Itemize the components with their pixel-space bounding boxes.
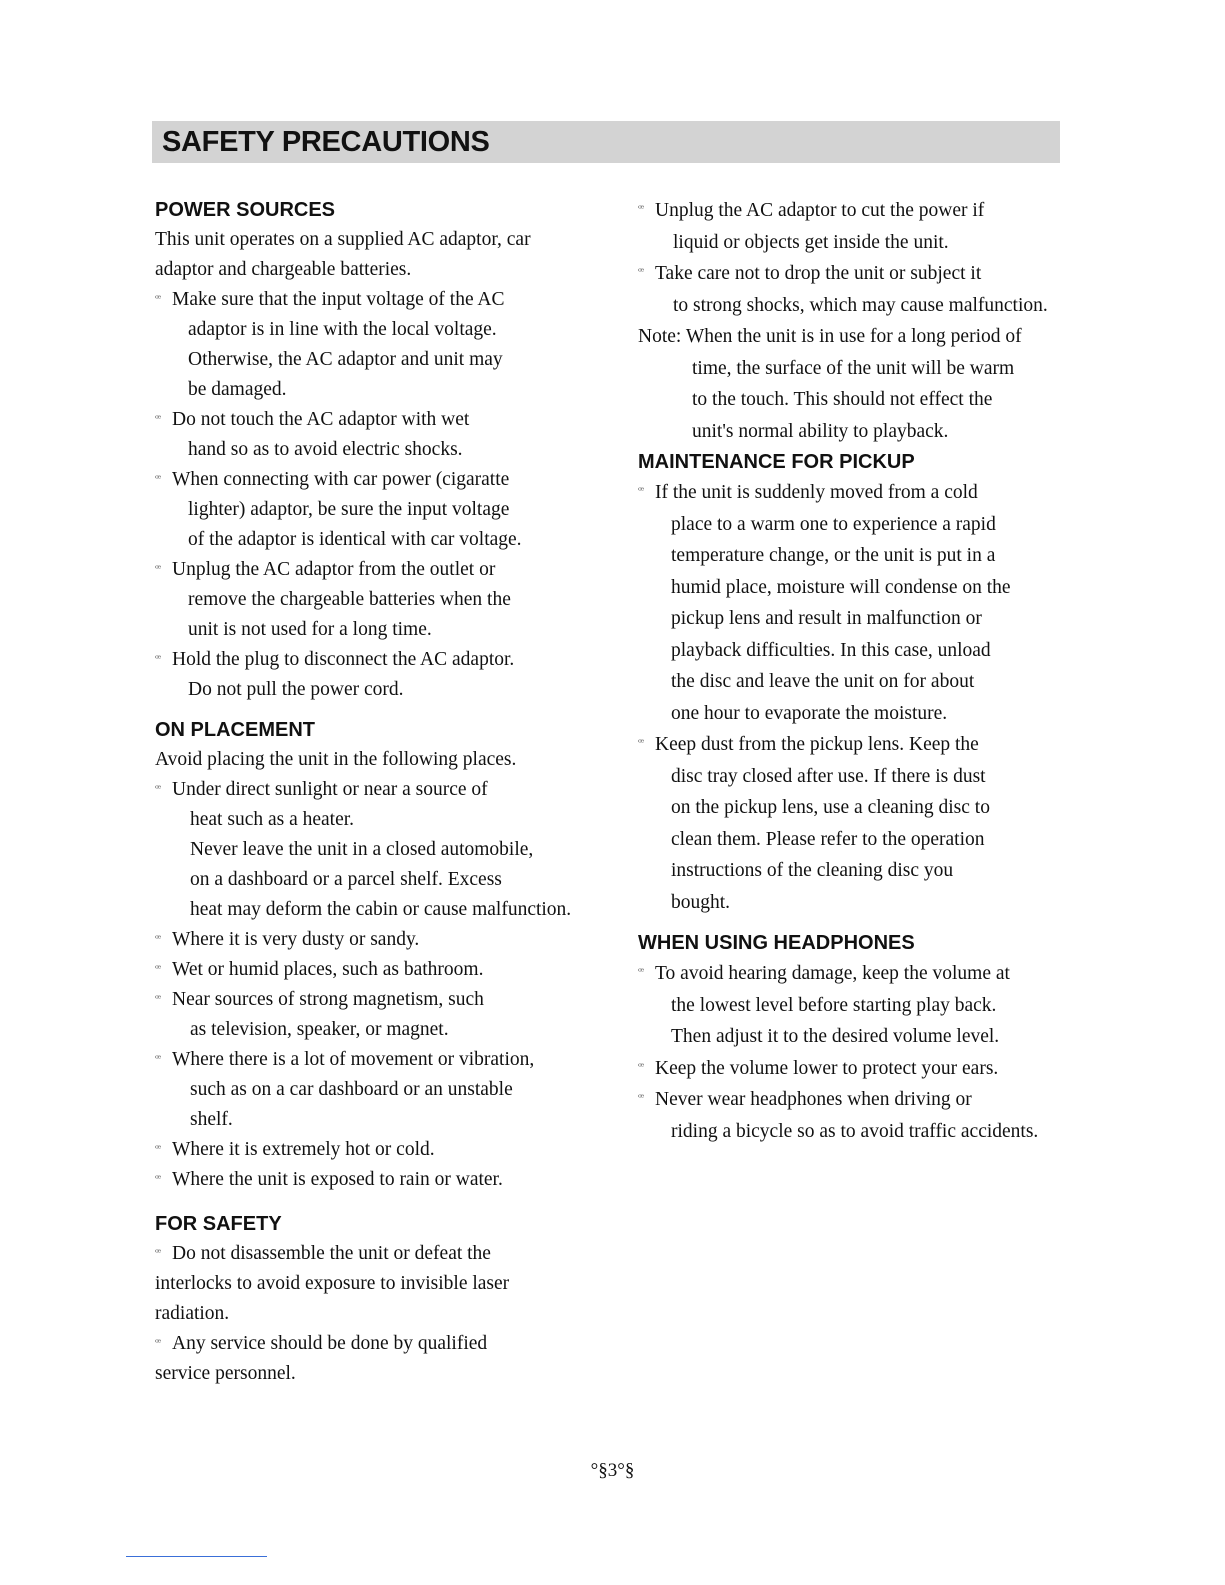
bullet-line: When connecting with car power (cigaratte [172,469,510,490]
section-heading-power-sources: POWER SOURCES [155,199,336,221]
bullet-line: remove the chargeable batteries when the [188,589,511,610]
bullet-item [155,925,595,955]
bullet-icon: ꟹ [638,267,645,278]
bullet-line: To avoid hearing damage, keep the volume at [655,963,1010,984]
bullet-line: Where it is very dusty or sandy. [172,929,420,950]
bullet-line: Do not pull the power cord. [188,679,404,700]
bullet-line: disc tray closed after use. If there is dust [671,765,986,787]
bullet-line: ꟹ Do not disassemble the unit or defeat the [155,1239,595,1269]
bullet-line: of the adaptor is identical with car voltage. [188,529,522,550]
bottom-link-underline [126,1556,267,1557]
bullet-line: Take care not to drop the unit or subject it [655,263,982,284]
bullet-line: Make sure that the input voltage of the AC [172,289,505,310]
bullet-line: Then adjust it to the desired volume level. [671,1026,1000,1047]
note-block [638,321,1078,447]
bullet-line: temperature change, or the unit is put in a [671,545,996,566]
spacer [155,705,595,715]
bullet-line: adaptor is in line with the local voltage. [188,319,497,340]
bullet-line: Near sources of strong magnetism, such [172,989,484,1010]
note-text: unit's normal ability to playback. [692,420,949,442]
bullet-item [155,645,595,705]
bullet-icon: ꟹ [155,294,162,305]
bullet-line: shelf. [190,1109,233,1130]
bullet-item [155,1045,595,1135]
bullet-icon: ꟹ [155,564,162,575]
bullet-item [155,1135,595,1165]
bullet-line: on the pickup lens, use a cleaning disc to [671,797,990,818]
bullet-line: riding a bicycle so as to avoid traffic accidents. [671,1120,1039,1142]
section-heading-headphones: WHEN USING HEADPHONES [638,932,915,954]
bullet-line: If the unit is suddenly moved from a cold [655,482,978,503]
bullet-icon: ꟹ [638,738,645,749]
bullet-icon: ꟹ [638,204,645,215]
note-text: to the touch. This should not effect the [692,389,993,410]
bullet-item [155,985,595,1045]
bullet-icon: ꟹ [638,486,645,497]
bullet-icon: ꟹ [155,1338,162,1349]
bullet-line: on a dashboard or a parcel shelf. Excess [190,869,502,890]
bullet-icon: ꟹ [155,1144,162,1155]
bullet-item [155,1165,595,1195]
bullet-line: one hour to evaporate the moisture. [671,702,948,724]
bullet-line: service personnel. [155,1363,296,1384]
bullet-item [638,958,1078,1053]
bullet-icon: ꟹ [155,654,162,665]
note-text: time, the surface of the unit will be warm [692,357,1015,379]
paragraph-line: This unit operates on a supplied AC adaptor, car [155,229,531,250]
bullet-icon: ꟹ [155,964,162,975]
bullet-item [638,195,1078,258]
bullet-item [638,258,1078,321]
bullet-line: Hold the plug to disconnect the AC adaptor. [172,649,515,670]
bullet-line: Never wear headphones when driving or [655,1089,972,1110]
bullet-line: the disc and leave the unit on for about [671,671,975,692]
bullet-item [155,285,595,405]
spacer [638,918,1078,928]
bullet-line: hand so as to avoid electric shocks. [188,439,463,460]
bullet-line: Keep the volume lower to protect your ears. [655,1057,999,1079]
bullet-line: Do not touch the AC adaptor with wet [172,409,470,430]
bullet-item [155,1329,595,1389]
bullet-icon: ꟹ [638,1093,645,1104]
bullet-item [155,555,595,645]
bullet-line: pickup lens and result in malfunction or [671,608,982,629]
bullet-line: Otherwise, the AC adaptor and unit may [188,349,503,370]
bullet-line: ꟹ Any service should be done by qualified [155,1329,595,1359]
page-title: SAFETY PRECAUTIONS [162,126,490,158]
bullet-icon: ꟹ [155,414,162,425]
bullet-item [155,1239,595,1329]
bullet-icon: ꟹ [155,994,162,1005]
bullet-icon: ꟹ [155,934,162,945]
bullet-line: bought. [671,891,731,913]
bullet-line: instructions of the cleaning disc you [671,860,954,881]
spacer [155,1195,595,1209]
bullet-line: radiation. [155,1303,230,1324]
bullet-item [638,729,1078,918]
section-heading-maintenance: MAINTENANCE FOR PICKUP [638,451,915,473]
bullet-item [638,1084,1078,1147]
bullet-line: unit is not used for a long time. [188,619,432,640]
bullet-line: Where it is extremely hot or cold. [172,1139,435,1160]
bullet-line: Keep dust from the pickup lens. Keep the [655,734,979,755]
bullet-line: such as on a car dashboard or an unstable [190,1079,513,1100]
bullet-icon: ꟹ [155,1174,162,1185]
bullet-line: clean them. Please refer to the operation [671,828,985,850]
right-column [638,195,1078,1147]
bullet-line: liquid or objects get inside the unit. [673,231,949,253]
note-label: Note: [638,326,682,347]
title-bar [152,121,1060,163]
section-heading-for-safety: FOR SAFETY [155,1213,282,1235]
left-column [155,195,595,1389]
bullet-icon: ꟹ [638,1061,645,1073]
bullet-line: heat such as a heater. [190,809,355,830]
bullet-line: heat may deform the cabin or cause malfunction. [190,899,572,920]
bullet-line: Unplug the AC adaptor from the outlet or [172,559,496,580]
bullet-item [638,477,1078,729]
bullet-item [155,775,595,925]
note-line [638,321,1078,353]
bullet-item [155,955,595,985]
bullet-icon: ꟹ [155,1054,162,1065]
bullet-line: Unplug the AC adaptor to cut the power if [655,200,985,221]
note-text: When the unit is in use for a long period of [685,326,1022,347]
bullet-line: place to a warm one to experience a rapid [671,513,996,535]
bullet-line: playback difficulties. In this case, unload [671,639,991,661]
bullet-icon: ꟹ [155,474,162,485]
bullet-line: lighter) adaptor, be sure the input voltage [188,499,510,520]
bullet-icon: ꟹ [638,967,645,978]
section-heading-on-placement: ON PLACEMENT [155,719,315,741]
bullet-icon: ꟹ [155,1248,162,1259]
bullet-line: the lowest level before starting play back. [671,994,997,1016]
bullet-line: to strong shocks, which may cause malfunction. [673,294,1048,316]
bullet-item [638,1053,1078,1085]
page-number: °§3°§ [590,1460,635,1481]
bullet-line: as television, speaker, or magnet. [190,1019,449,1040]
bullet-line: Under direct sunlight or near a source of [172,779,488,800]
paragraph-line: Avoid placing the unit in the following places. [155,749,517,770]
bullet-item [155,465,595,555]
bullet-line: Where the unit is exposed to rain or water. [172,1169,503,1190]
bullet-icon: ꟹ [155,784,162,795]
bullet-line: be damaged. [188,379,287,400]
bullet-line: interlocks to avoid exposure to invisible laser [155,1273,510,1294]
bullet-item [155,405,595,465]
bullet-line: Wet or humid places, such as bathroom. [172,959,484,980]
bullet-line: humid place, moisture will condense on the [671,576,1011,598]
bullet-line: Where there is a lot of movement or vibration, [172,1049,535,1070]
bullet-line: Never leave the unit in a closed automobile, [190,839,534,860]
paragraph-line: adaptor and chargeable batteries. [155,259,412,280]
